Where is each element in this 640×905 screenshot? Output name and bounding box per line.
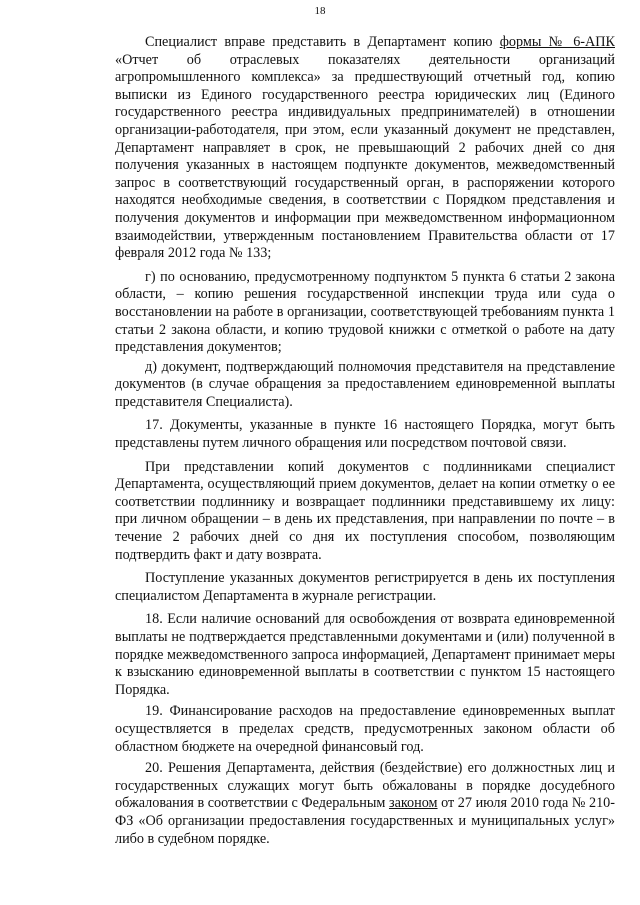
paragraph-text: 20. Решения Департамента, действия (бездействие) его должностных лиц и государственных служащих могут быть обжалованы в порядке досудебного обжалования в соответствии с Федеральным — [115, 760, 615, 812]
paragraph-text: «Отчет об отраслевых показателях деятельности организаций агропромышленного комплекса» за предшествующий отчетный год, копию выписки из Единого государственного реестра юридических лиц (Единого государственного реестра индивидуальных предпринимателей) в отношении организации-работодателя, при этом, если указанный документ не представлен, Департамент направляет в срок, не превышающий 2 рабочих дней со дня получения указанных в настоящем подпункте документов, межведомственный запрос в соответствующий государственный орган, в распоряжении которого находятся необходимые сведения, в соответствии с Порядком представления и получения документов и информации при межведомственном информационном взаимодействии, утвержденным постановлением Правительства области от 17 февраля 2012 года № 133; — [115, 51, 615, 262]
paragraph-registration: Поступление указанных документов регистрируется в день их поступления специалистом Департамента в журнале регистрации. — [115, 570, 615, 604]
form-6-apk-link[interactable]: формы № 6-АПК — [499, 34, 615, 50]
document-body — [115, 34, 615, 852]
page-number: 18 — [314, 5, 326, 17]
paragraph-copies-originals: При представлении копий документов с подлинниками специалист Департамента, осуществляющий прием документов, делает на копии отметку о ее соответствии подлиннику и возвращает подлинники представившему их лицу: при личном обращении – в день их представления, при направлении по почте – в течение 2 рабочих дней со дня их поступления способом, позволяющим подтвердить факт и дату возврата. — [115, 458, 615, 563]
paragraph-text: от 27 июля 2010 года № 210-ФЗ «Об организации предоставления государственных и муниципальных услуг» либо в судебном порядке. — [115, 795, 615, 847]
paragraph-item-20 — [115, 760, 615, 848]
paragraph-subitem-d: д) документ, подтверждающий полномочия представителя на представление документов (в случае обращения за предоставлением единовременной выплаты представителя Специалиста). — [115, 358, 615, 410]
paragraph-specialist-documents — [115, 34, 615, 263]
federal-law-link[interactable]: законом — [388, 795, 438, 812]
paragraph-text: Специалист вправе представить в Департамент копию — [145, 34, 500, 50]
paragraph-subitem-g: г) по основанию, предусмотренному подпунктом 5 пункта 6 статьи 2 закона области, – копию решения государственной инспекции труда или суда о восстановлении на работе в организации, соответствующей требованиям пункта 1 статьи 2 закона области, и копию трудовой книжки с отметкой о работе на дату представления документов; — [115, 268, 615, 356]
paragraph-item-19: 19. Финансирование расходов на предоставление единовременных выплат осуществляется в пределах средств, предусмотренных законом области об областном бюджете на очередной финансовый год. — [115, 703, 615, 755]
paragraph-item-18: 18. Если наличие оснований для освобождения от возврата единовременной выплаты не подтверждается представленными документами и (или) полученной в порядке межведомственного запроса информацией, Департамент принимает меры к взысканию единовременной выплаты в соответствии с пунктом 15 настоящего Порядка. — [115, 611, 615, 698]
paragraph-item-17: 17. Документы, указанные в пункте 16 настоящего Порядка, могут быть представлены путем личного обращения или посредством почтовой связи. — [115, 417, 615, 452]
